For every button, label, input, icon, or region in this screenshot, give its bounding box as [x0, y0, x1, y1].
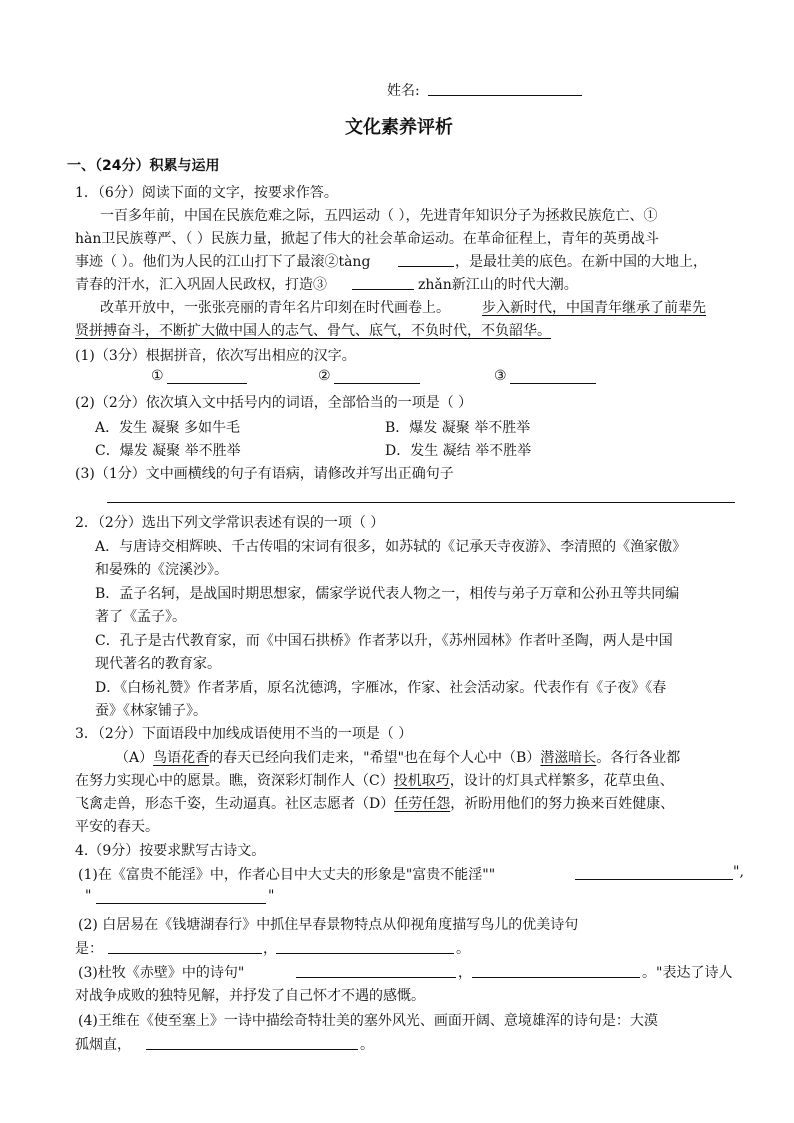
blank-3-line[interactable] [510, 368, 596, 384]
q1-option-d[interactable]: D．发生 凝结 举不胜举 [385, 443, 532, 459]
q2-option-c-line2: 现代著名的教育家。 [95, 656, 221, 672]
q4-s2-lead: 是： [75, 941, 103, 957]
blank-1-label: ① [151, 368, 164, 384]
blank-3-inline[interactable] [352, 274, 414, 290]
q3-line1 [115, 747, 680, 767]
name-input-line[interactable] [428, 80, 582, 96]
q2-option-d-line1: D．《白杨礼赞》作者茅盾，原名沈德鸿，字雁冰，作家、社会活动家。代表作有《子夜》《春 [95, 680, 667, 696]
q4-s4-blank[interactable] [146, 1034, 358, 1050]
blank-2-label: ② [318, 368, 331, 384]
q2-option-c-line1: C．孔子是古代教育家，而《中国石拱桥》作者茅以升，《苏州园林》作者叶圣陶，两人是中国 [95, 633, 673, 649]
page-title: 文化素养评析 [345, 117, 453, 138]
q4-s1-blank1[interactable] [575, 864, 733, 880]
q3-line1-mid: 的春天已经向我们走来，"希望"也在每个人心中（B） [209, 750, 541, 766]
q3-line2 [75, 770, 674, 790]
q4-s4-lead: 孤烟直， [75, 1037, 131, 1053]
q4-s2-blank1[interactable] [108, 938, 262, 954]
q4-s3-blank1[interactable] [296, 962, 456, 978]
q3-line4: 平安的春天。 [75, 819, 159, 835]
q1-p1-line2: hàn卫民族尊严、（ ）民族力量，掀起了伟大的社会革命运动。在革命征程上，青年的英勇战斗 [75, 231, 659, 247]
q3-idiom-d: 任劳任怨 [394, 796, 451, 812]
q3-line3 [75, 793, 674, 813]
q4-s1-open2: " [85, 888, 92, 904]
q1-p1-line4a: 青春的汗水，汇入巩固人民政权，打造③ [75, 277, 327, 293]
blank-3-label: ③ [494, 368, 507, 384]
q4-s3-text: (3)杜牧《赤壁》中的诗句" [78, 965, 245, 981]
q3-line2-start: 在努力实现心中的愿景。瞧，资深彩灯制作人（C） [75, 773, 394, 789]
blank-2-line[interactable] [334, 368, 420, 384]
q1-p1-line4b: zhǎn新江山的时代大潮。 [418, 277, 578, 293]
blank-2-inline[interactable] [398, 251, 454, 267]
q3-line3-start: 飞禽走兽，形态千姿，生动逼真。社区志愿者（D） [75, 796, 395, 812]
q2-option-b-line2: 著了《孟子》。 [95, 609, 186, 625]
q1-sub1: (1)（3分）根据拼音，依次写出相应的汉字。 [75, 348, 356, 364]
q1-p1-line3a: 事迹（ ）。他们为人民的江山打下了最滚②tàng [75, 254, 371, 270]
q1-p2-line1a: 改革开放中，一张张亮丽的青年名片印刻在时代画卷上。 [100, 300, 450, 316]
q1-sub2: (2)（2分）依次填入文中括号内的词语，全部恰当的一项是（ ） [75, 395, 473, 411]
q4-s4-period: 。 [360, 1037, 374, 1053]
q4-s3-blank2[interactable] [472, 962, 640, 978]
q4-stem: 4.（9分）按要求默写古诗文。 [75, 843, 266, 859]
q1-p2-line2-underlined: 贤拼搏奋斗，不断扩大做中国人的志气、骨气、底气，不负时代，不负韶华。 [75, 323, 551, 339]
q1-sub3: (3)（1分）文中画横线的句子有语病，请修改并写出正确句子 [75, 466, 454, 482]
blank-1-line[interactable] [167, 368, 247, 384]
q4-s1-text: (1)在《富贵不能淫》中，作者心目中大丈夫的形象是"富贵不能淫"" [78, 867, 496, 883]
q2-option-d-line2: 蚕》《林家铺子》。 [95, 703, 207, 719]
q1-p1-line3b: ，是最壮美的底色。在新中国的大地上， [455, 254, 707, 270]
name-label: 姓名: [387, 83, 420, 99]
q4-s1-close: ", [733, 864, 744, 880]
q4-s1-blank2[interactable] [96, 888, 266, 904]
q3-line2-end: ，设计的灯具式样繁多，花草虫鱼、 [449, 773, 674, 789]
q4-s2-period: 。 [456, 941, 470, 957]
q4-s3-comma: ， [458, 965, 472, 981]
q4-s3-line2: 对战争成败的独特见解，并抒发了自己怀才不遇的感慨。 [75, 988, 425, 1004]
q4-s2-text: (2) 白居易在《钱塘湖春行》中抓住早春景物特点从仰视角度描写鸟儿的优美诗句 [78, 917, 579, 933]
q1-option-b[interactable]: B．爆发 凝聚 举不胜举 [385, 420, 531, 436]
q3-label-a: （A） [115, 750, 154, 766]
q3-stem: 3．（2分）下面语段中加线成语使用不当的一项是（ ） [75, 726, 413, 742]
q3-line3-end: ，祈盼用他们的努力换来百姓健康、 [450, 796, 675, 812]
q4-s1-close2: " [268, 888, 275, 904]
q1-p2-line1b-underlined: 步入新时代，中国青年继承了前辈先 [482, 300, 706, 316]
q1-option-c[interactable]: C．爆发 凝聚 举不胜举 [95, 443, 241, 459]
q2-option-a-line2: 和晏殊的《浣溪沙》。 [95, 562, 228, 578]
q1-stem: 1．（6分）阅读下面的文字，按要求作答。 [75, 185, 338, 201]
q3-idiom-c: 投机取巧 [393, 773, 450, 789]
q4-s2-comma: ， [263, 941, 277, 957]
q4-s4-text: (4)王维在《使至塞上》一诗中描绘奇特壮美的塞外风光、画面开阔、意境雄浑的诗句是：大漠 [78, 1013, 658, 1029]
q4-s3-tail: 。"表达了诗人 [642, 965, 733, 981]
q4-s2-blank2[interactable] [276, 938, 454, 954]
q1-sub3-answer-line[interactable] [107, 502, 735, 503]
q3-idiom-b: 潜滋暗长 [540, 750, 597, 766]
q2-stem: 2．（2分）选出下列文学常识表述有误的一项（ ） [75, 515, 385, 531]
q2-option-b-line1: B．孟子名轲，是战国时期思想家，儒家学说代表人物之一，相传与弟子万章和公孙丑等共同编 [95, 586, 680, 602]
q2-option-a-line1: A．与唐诗交相辉映、千古传唱的宋词有很多，如苏轼的《记承天寺夜游》、李清照的《渔家傲》 [95, 539, 687, 555]
section1-heading: 一、（24分）积累与运用 [67, 158, 220, 174]
q1-option-a[interactable]: A．发生 凝聚 多如牛毛 [95, 420, 241, 436]
q1-p1-line1: 一百多年前，中国在民族危难之际，五四运动（ ），先进青年知识分子为拯救民族危亡、① [100, 208, 658, 224]
q3-line1-end: 。各行各业都 [596, 750, 681, 766]
q3-idiom-a: 鸟语花香 [153, 750, 210, 766]
